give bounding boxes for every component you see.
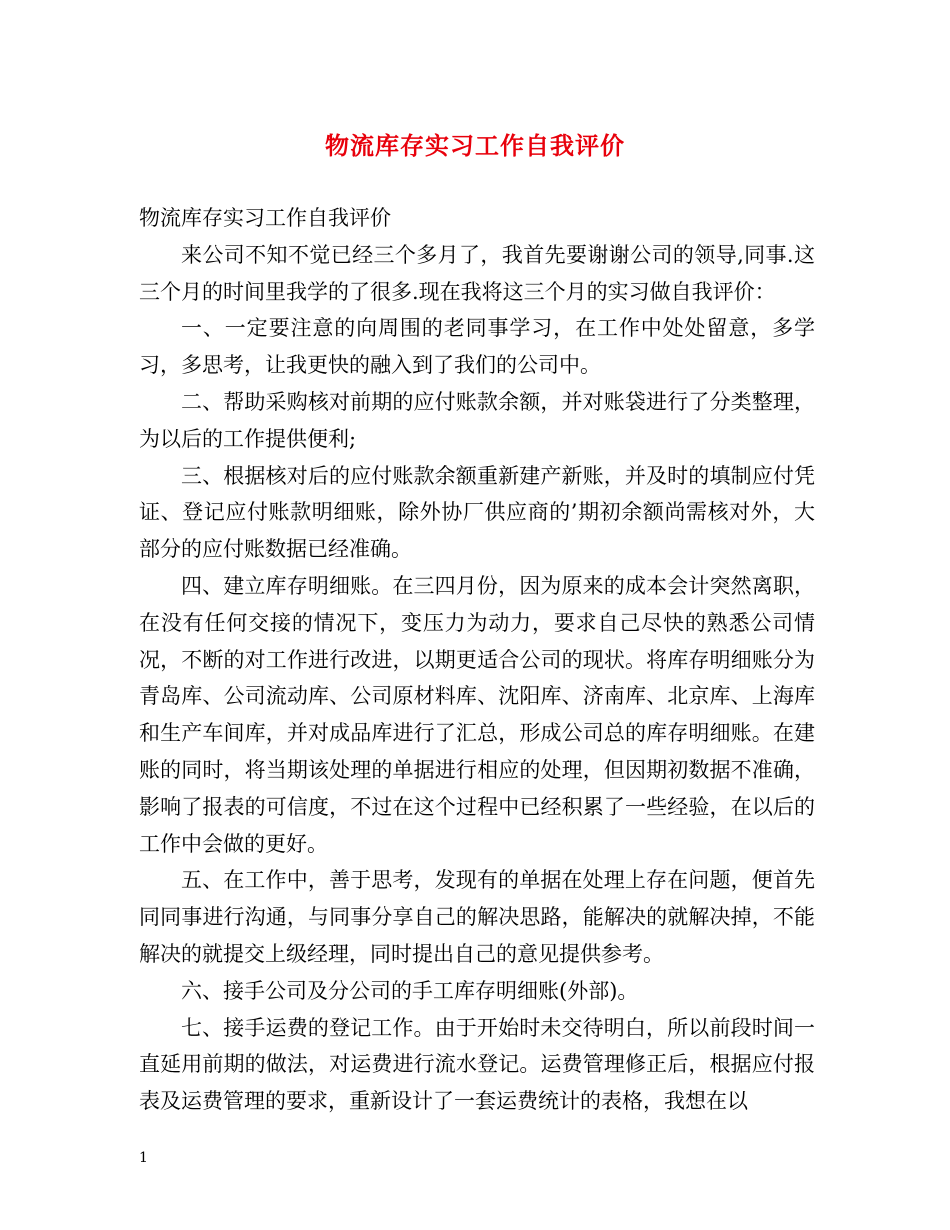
paragraph-4: 四、建立库存明细账。在三四月份，因为原来的成本会计突然离职，在没有任何交接的情况下，变压力为动力，要求自己尽快的熟悉公司情况，不断的对工作进行改进，以期更适合公司的现状。将库存明细账分为青岛库、公司流动库、公司原材料库、沈阳库、济南库、北京库、上海库和生产车间库，并对成品库进行了汇总，形成公司总的库存明细账。在建账的同时，将当期该处理的单据进行相应的处理，但因期初数据不准确，影响了报表的可信度，不过在这个过程中已经积累了一些经验，在以后的工作中会做的更好。 (139, 573, 815, 856)
paragraph-1: 一、一定要注意的向周围的老同事学习，在工作中处处留意，多学习，多思考，让我更快的融入到了我们的公司中。 (139, 316, 815, 378)
paragraph-3: 三、根据核对后的应付账款余额重新建产新账，并及时的填制应付凭证、登记应付账款明细账，除外协厂供应商的’期初余额尚需核对外，大部分的应付账数据已经准确。 (139, 463, 815, 562)
document-title: 物流库存实习工作自我评价 (325, 131, 625, 160)
document-subtitle: 物流库存实习工作自我评价 (139, 206, 391, 230)
paragraph-intro: 来公司不知不觉已经三个多月了，我首先要谢谢公司的领导,同事.这三个月的时间里我学的了很多.现在我将这三个月的实习做自我评价： (139, 242, 815, 304)
document-body (139, 200, 815, 1120)
paragraph-6: 六、接手公司及分公司的手工库存明细账(外部)。 (181, 978, 639, 1003)
paragraph-2: 二、帮助采购核对前期的应付账款余额，并对账袋进行了分类整理，为以后的工作提供便利; (139, 389, 815, 451)
page-number: 1 (139, 1150, 148, 1166)
paragraph-5: 五、在工作中，善于思考，发现有的单据在处理上存在问题，便首先同同事进行沟通，与同事分享自己的解决思路，能解决的就解决掉，不能解决的就提交上级经理，同时提出自己的意见提供参考。 (139, 868, 815, 966)
paragraph-7: 七、接手运费的登记工作。由于开始时未交待明白，所以前段时间一直延用前期的做法，对运费进行流水登记。运费管理修正后，根据应付报表及运费管理的要求，重新设计了一套运费统计的表格，我想在以 (139, 1015, 815, 1114)
